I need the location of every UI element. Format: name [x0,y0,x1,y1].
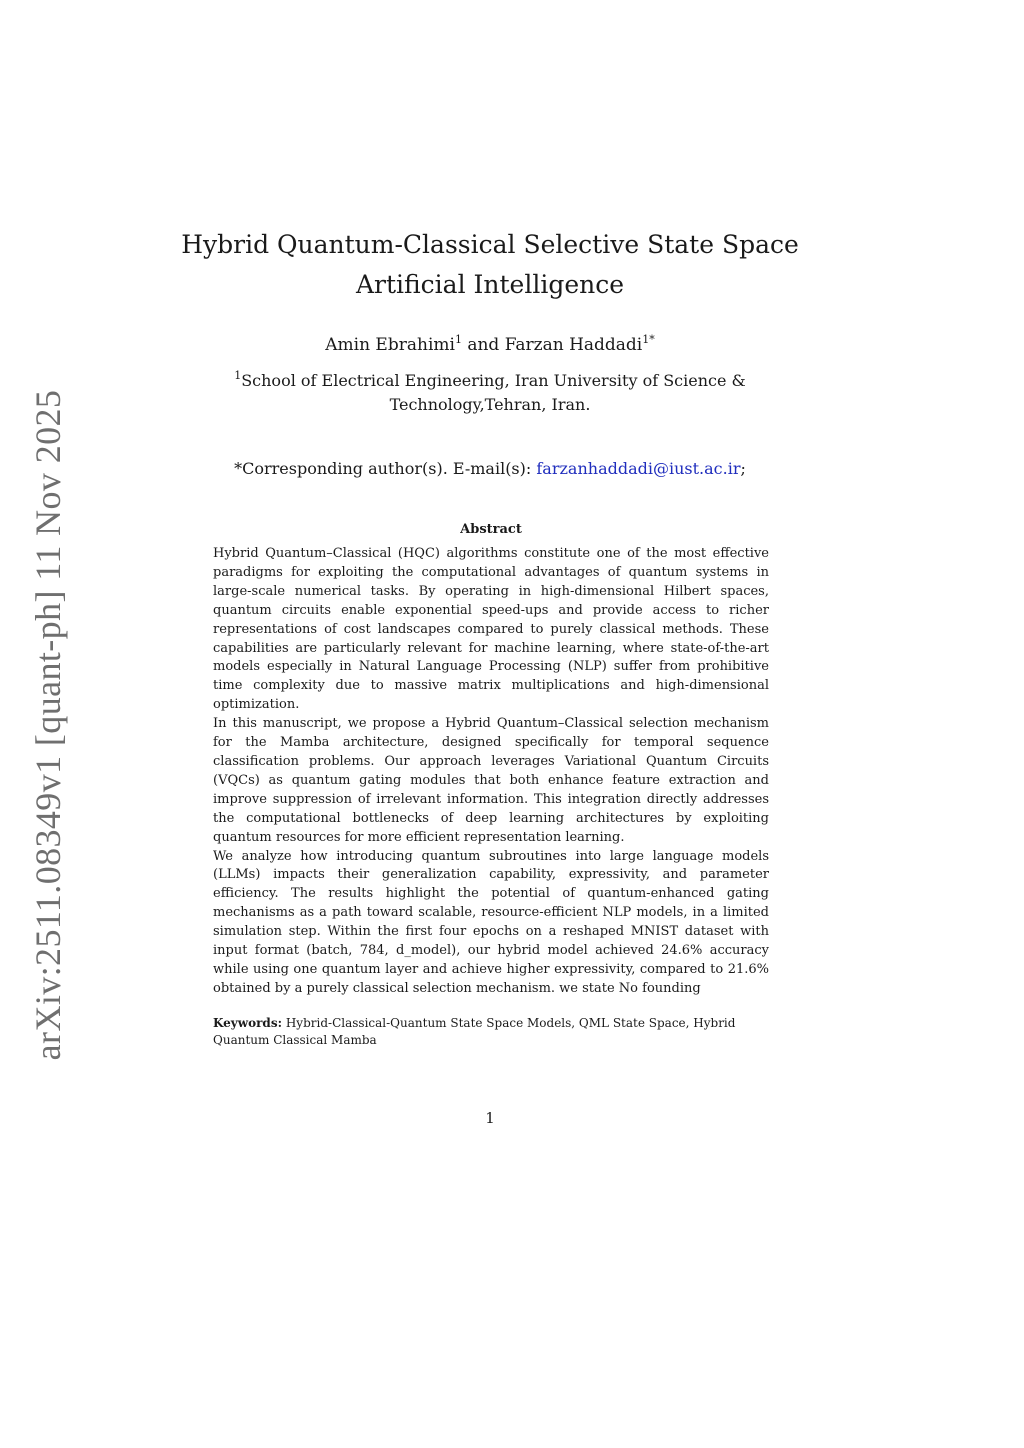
corresponding-label: *Corresponding author(s). E-mail(s): [234,459,532,478]
author-conjunction: and [467,335,500,355]
keywords-label: Keywords: [213,1016,283,1030]
author-name-2: Farzan Haddadi [504,335,643,355]
abstract-paragraph-1: Hybrid Quantum–Classical (HQC) algorithms constitute one of the most effective paradigms for exploiting the computational advantages of quantum systems in large-scale numerical tasks. By operating in high-dimensional Hilbert spaces, quantum circuits enable exponential speed-ups and provide access to richer representations of cost landscapes compared to purely classical methods. These capabilities are particularly relevant for machine learning, where state-of-the-art models especially in Natural Language Processing (NLP) suffer from prohibitive time complexity due to massive matrix multiplications and high-dimensional optimization. [213,546,769,713]
affiliation [210,369,770,417]
corresponding-email-link[interactable]: farzanhaddadi@iust.ac.ir [536,459,741,478]
abstract-heading: Abstract [460,522,522,537]
affiliation-mark: 1 [234,369,242,382]
paper-title-line-2: Artificial Intelligence [355,270,625,299]
author-2-affiliation-mark: 1* [642,333,655,346]
author-list [170,333,810,357]
author-1-affiliation-mark: 1 [454,333,462,346]
abstract-body [213,545,769,999]
abstract-paragraph-2: In this manuscript, we propose a Hybrid Quantum–Classical selection mechanism for the Mamba architecture, designed specifically for temporal sequence classification problems. Our approach leverages Variational Quantum Circuits (VQCs) as quantum gating modules that both enhance feature extraction and improve suppression of irrelevant information. This integration directly addresses the computational bottlenecks of deep learning architectures by exploiting quantum resources for more efficient representation learning. [213,716,769,845]
title-block [170,225,810,305]
abstract-paragraph-3: We analyze how introducing quantum subroutines into large language models (LLMs) impacts their generalization capability, expressivity, and parameter efficiency. The results highlight the potential of quantum-enhanced gating mechanisms as a path toward scalable, resource-efficient NLP models, in a limited simulation step. Within the first four epochs on a reshaped MNIST dataset with input format (batch, 784, d_model), our hybrid model achieved 24.6% accuracy while using one quantum layer and achieve higher expressivity, compared to 21.6% obtained by a purely classical selection mechanism. we state No founding [213,848,769,996]
paper-title-line-1: Hybrid Quantum-Classical Selective State Space [181,230,799,259]
keywords-section [213,1015,769,1049]
affiliation-line-2: Technology,Tehran, Iran. [389,395,591,414]
arxiv-identifier-stamp [0,0,110,1448]
paper-title [170,225,810,305]
corresponding-suffix: ; [740,459,746,478]
affiliation-line-1-text: School of Electrical Engineering, Iran University of Science & [241,371,746,390]
page-number: 1 [485,1109,495,1127]
author-name-1: Amin Ebrahimi [325,335,455,355]
keywords-text: Hybrid-Classical-Quantum State Space Models, QML State Space, Hybrid Quantum Classical Mamba [213,1016,736,1047]
arxiv-identifier-text: arXiv:2511.08349v1 [quant-ph] 11 Nov 2025 [28,389,68,1061]
abstract-section [213,521,769,999]
corresponding-author [170,457,810,481]
affiliation-line-1 [210,369,770,393]
